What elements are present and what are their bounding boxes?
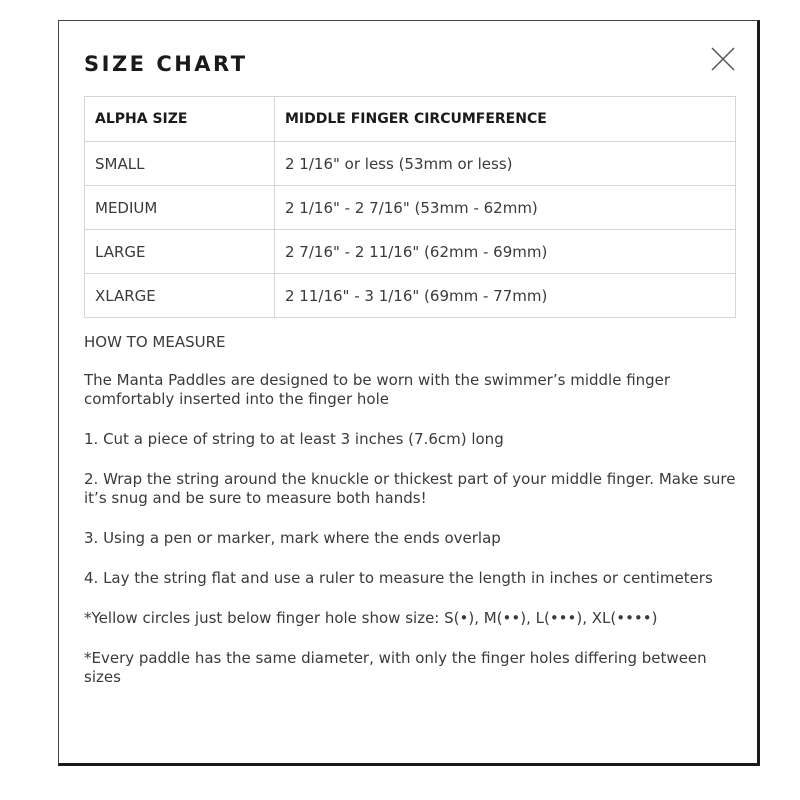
dialog-title: SIZE CHART xyxy=(84,52,248,76)
table-row xyxy=(85,230,736,274)
header-alpha-size: ALPHA SIZE xyxy=(85,97,275,142)
size-cell: XLARGE xyxy=(85,274,275,318)
measure-instructions xyxy=(84,333,736,708)
size-indicator-note: *Yellow circles just below finger hole show size: S(•), M(••), L(•••), XL(••••) xyxy=(84,609,658,627)
diameter-note: *Every paddle has the same diameter, with only the finger holes differing between sizes xyxy=(84,649,707,686)
measurement-cell: 2 1/16" - 2 7/16" (53mm - 62mm) xyxy=(275,186,736,230)
measurement-cell: 2 1/16" or less (53mm or less) xyxy=(275,142,736,186)
step-3: 3. Using a pen or marker, mark where the ends overlap xyxy=(84,529,501,547)
close-icon xyxy=(709,45,737,73)
how-to-measure-heading: HOW TO MEASURE xyxy=(84,333,226,351)
header-finger-circumference: MIDDLE FINGER CIRCUMFERENCE xyxy=(275,97,736,142)
step-2: 2. Wrap the string around the knuckle or thickest part of your middle finger. Make sure it’s snug and be sure to measure both hands! xyxy=(84,470,736,507)
size-table xyxy=(84,96,736,318)
measurement-cell: 2 7/16" - 2 11/16" (62mm - 69mm) xyxy=(275,230,736,274)
size-cell: MEDIUM xyxy=(85,186,275,230)
table-header-row xyxy=(85,97,736,142)
close-button[interactable] xyxy=(709,45,737,73)
step-1: 1. Cut a piece of string to at least 3 inches (7.6cm) long xyxy=(84,430,504,448)
size-cell: SMALL xyxy=(85,142,275,186)
table-row xyxy=(85,274,736,318)
table-row xyxy=(85,186,736,230)
size-cell: LARGE xyxy=(85,230,275,274)
table-row xyxy=(85,142,736,186)
intro-paragraph: The Manta Paddles are designed to be worn with the swimmer’s middle finger comfortably inserted into the finger hole xyxy=(84,371,671,408)
measurement-cell: 2 11/16" - 3 1/16" (69mm - 77mm) xyxy=(275,274,736,318)
step-4: 4. Lay the string flat and use a ruler to measure the length in inches or centimeters xyxy=(84,569,713,587)
size-chart-dialog xyxy=(58,20,760,766)
